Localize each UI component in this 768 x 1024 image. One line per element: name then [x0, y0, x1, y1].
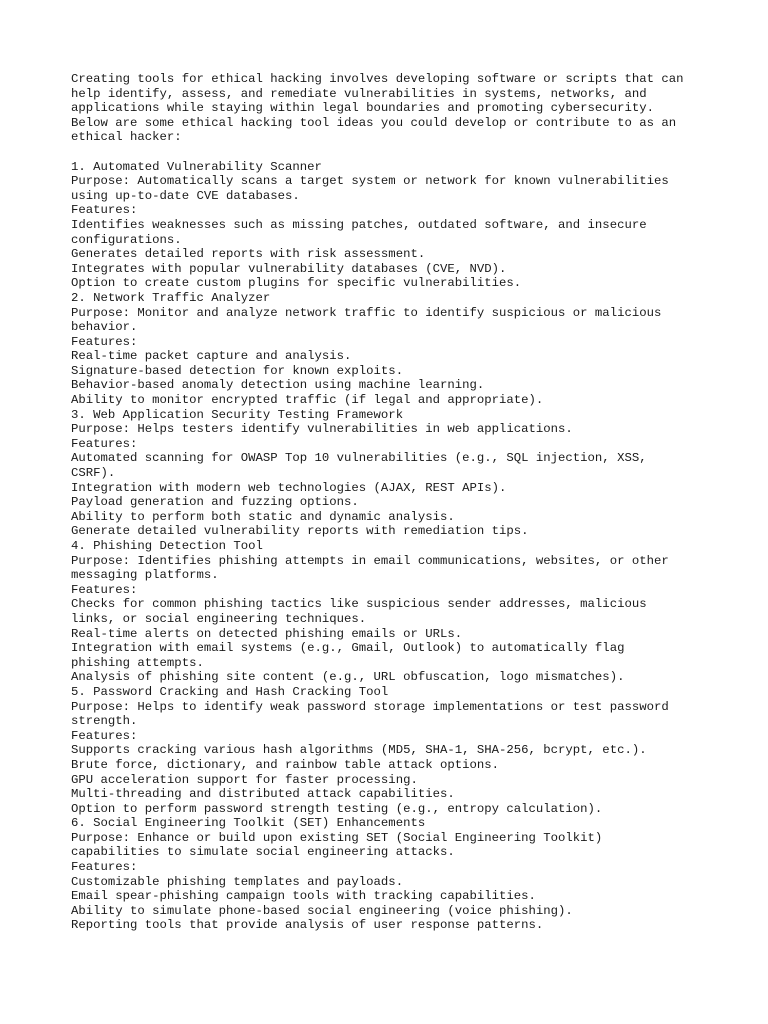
intro-line-3: applications while staying within legal boundaries and promoting cybersecurity. — [71, 101, 654, 116]
features-label: Features: — [71, 728, 138, 743]
text-line: Ability to monitor encrypted traffic (if legal and appropriate). — [71, 393, 544, 408]
text-line: Real-time alerts on detected phishing emails or URLs. — [71, 626, 463, 641]
features-label: Features: — [71, 436, 138, 451]
text-line: Email spear-phishing campaign tools with tracking capabilities. — [71, 889, 536, 904]
intro-line-2: help identify, assess, and remediate vulnerabilities in systems, networks, and — [71, 86, 647, 101]
text-line: Behavior-based anomaly detection using machine learning. — [71, 378, 485, 393]
section-heading: 5. Password Cracking and Hash Cracking Tool — [71, 684, 389, 699]
text-line: Integration with modern web technologies (AJAX, REST APIs). — [71, 480, 507, 495]
text-line: capabilities to simulate social engineering attacks. — [71, 845, 455, 860]
text-line: Purpose: Identifies phishing attempts in email communications, websites, or other — [71, 553, 669, 568]
text-line: strength. — [71, 714, 138, 729]
text-line: Checks for common phishing tactics like suspicious sender addresses, malicious — [71, 597, 647, 612]
text-line: Purpose: Automatically scans a target system or network for known vulnerabilities — [71, 174, 669, 189]
features-label: Features: — [71, 203, 138, 218]
section-heading: 6. Social Engineering Toolkit (SET) Enhancements — [71, 816, 426, 831]
text-line: Option to perform password strength testing (e.g., entropy calculation). — [71, 801, 603, 816]
text-line: Ability to perform both static and dynamic analysis. — [71, 509, 455, 524]
text-line: Payload generation and fuzzing options. — [71, 495, 359, 510]
text-line: Integrates with popular vulnerability databases (CVE, NVD). — [71, 261, 507, 276]
text-line: Reporting tools that provide analysis of user response patterns. — [71, 918, 544, 933]
text-line: behavior. — [71, 320, 138, 335]
features-label: Features: — [71, 334, 138, 349]
text-line: Ability to simulate phone-based social engineering (voice phishing). — [71, 903, 573, 918]
text-line: messaging platforms. — [71, 568, 219, 583]
text-line: Purpose: Enhance or build upon existing SET (Social Engineering Toolkit) — [71, 830, 603, 845]
text-line: Generates detailed reports with risk assessment. — [71, 247, 426, 262]
section-heading: 4. Phishing Detection Tool — [71, 539, 263, 553]
features-label: Features: — [71, 860, 138, 875]
text-line: Automated scanning for OWASP Top 10 vulnerabilities (e.g., SQL injection, XSS, — [71, 451, 647, 466]
text-line: Option to create custom plugins for specific vulnerabilities. — [71, 276, 522, 291]
text-line: CSRF). — [71, 466, 116, 481]
intro-line-4: Below are some ethical hacking tool ideas you could develop or contribute to as an — [71, 115, 677, 130]
text-line: Analysis of phishing site content (e.g., URL obfuscation, logo mismatches). — [71, 670, 625, 685]
text-line: Brute force, dictionary, and rainbow table attack options. — [71, 757, 500, 772]
text-line: Purpose: Monitor and analyze network traffic to identify suspicious or malicious — [71, 305, 662, 320]
intro-line-5: ethical hacker: — [71, 130, 182, 145]
text-line: Integration with email systems (e.g., Gmail, Outlook) to automatically flag — [71, 641, 625, 656]
intro-line-1: Creating tools for ethical hacking involves developing software or scripts that can — [71, 72, 684, 86]
section-heading: 3. Web Application Security Testing Framework — [71, 407, 404, 422]
text-line: Supports cracking various hash algorithms (MD5, SHA-1, SHA-256, bcrypt, etc.). — [71, 743, 647, 758]
text-line: configurations. — [71, 232, 182, 247]
text-line: Multi-threading and distributed attack capabilities. — [71, 787, 455, 802]
paragraph-gap — [71, 145, 751, 160]
text-line: Purpose: Helps testers identify vulnerabilities in web applications. — [71, 422, 573, 437]
text-line: GPU acceleration support for faster processing. — [71, 772, 418, 787]
text-line: Customizable phishing templates and payloads. — [71, 874, 404, 889]
text-line: Generate detailed vulnerability reports with remediation tips. — [71, 524, 529, 539]
features-label: Features: — [71, 582, 138, 597]
section-heading: 2. Network Traffic Analyzer — [71, 290, 271, 305]
text-line: Purpose: Helps to identify weak password storage implementations or test password — [71, 699, 669, 714]
text-line: using up-to-date CVE databases. — [71, 188, 300, 203]
text-line: links, or social engineering techniques. — [71, 611, 367, 626]
document-page — [71, 72, 751, 933]
text-line: Identifies weaknesses such as missing patches, outdated software, and insecure — [71, 217, 647, 232]
text-line: Signature-based detection for known exploits. — [71, 363, 404, 378]
section-heading: 1. Automated Vulnerability Scanner — [71, 159, 322, 174]
text-line: Real-time packet capture and analysis. — [71, 349, 352, 364]
text-line: phishing attempts. — [71, 655, 204, 670]
